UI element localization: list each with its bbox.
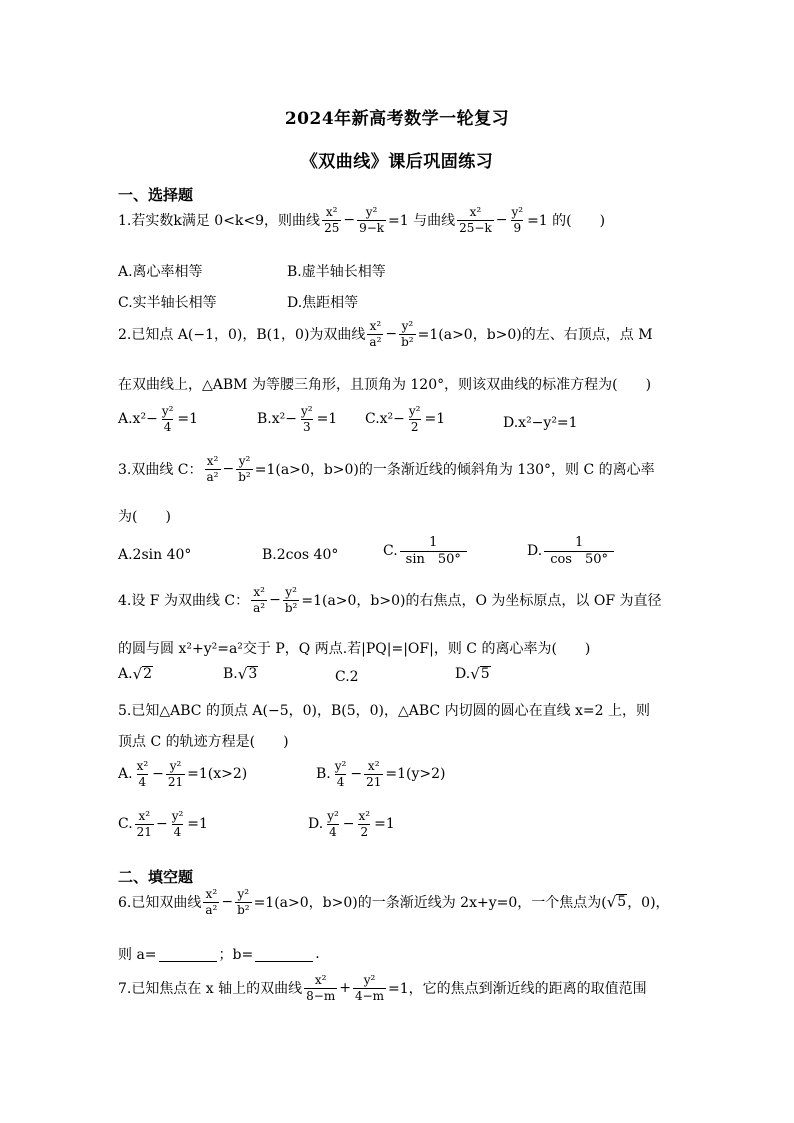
q4-option-d: D. √ 5 — [455, 665, 490, 684]
q5-option-b: B. $\frac{\text{y²}}{4}$ − $\frac{\text{x²}}{21}$ =1(y>2) — [316, 759, 446, 789]
fraction: $\frac{\text{y²}}{21}$ — [167, 759, 184, 789]
question-3: 3.双曲线 C： $\frac{\text{x²}}{\text{a²}}$ − $\frac{\text{y²}}{\text{b²}}$ =1(a>0，b>0)的一条渐近线的倾斜角为 130°，则 C 的离心率 — [118, 454, 655, 484]
fraction: $\frac{\text{y²}}{\text{b²}}$ — [237, 887, 250, 917]
q2-option-d: D.x²−y²=1 — [503, 415, 578, 431]
fraction: $\frac{\text{y²}}{9}$ — [511, 205, 524, 235]
fraction: $\frac{\text{x²}}{25}$ — [324, 205, 340, 235]
fraction: $\frac{\text{y²}}{2}$ — [408, 404, 421, 434]
q3-option-d: D. $\frac{1}{\cos 50^\circ}$ — [527, 536, 616, 566]
q5-option-a: A. $\frac{\text{x²}}{4}$ − $\frac{\text{y²}}{21}$ =1(x>2) — [118, 759, 248, 789]
q2-option-a: A.x²− $\frac{\text{y²}}{4}$ =1 — [118, 404, 199, 434]
q5-option-d: D. $\frac{\text{y²}}{4}$ − $\frac{\text{x²}}{2}$ =1 — [308, 809, 395, 839]
sqrt-symbol: √ 3 — [237, 665, 258, 684]
question-3-line-2: 为( ) — [118, 509, 171, 525]
fraction: $\frac{\text{x²}}{4}$ — [136, 759, 149, 789]
fraction: $\frac{\text{y²}}{9-k}$ — [359, 205, 385, 235]
q4-option-a: A. √ 2 — [118, 665, 153, 684]
q4-option-b: B. √ 3 — [223, 665, 258, 684]
fraction: $\frac{\text{x²}}{2}$ — [358, 809, 371, 839]
fraction: $\frac{\text{x²}}{21}$ — [366, 759, 382, 789]
section-heading-fill: 二、填空题 — [118, 868, 194, 886]
q2-option-c: C.x²− $\frac{\text{y²}}{2}$ =1 — [365, 404, 446, 434]
fraction: $\frac{\text{y²}}{4}$ — [327, 809, 339, 839]
sqrt-symbol: √ 5 — [470, 665, 490, 684]
fraction: $\frac{\text{x²}}{21}$ — [136, 809, 152, 839]
fraction: $\frac{1}{\sin 50^\circ}$ — [400, 536, 467, 566]
fraction: $\frac{\text{y²}}{\text{b²}}$ — [238, 454, 251, 484]
fraction: $\frac{\text{x²}}{\text{a²}}$ — [205, 887, 218, 917]
q3-option-a: A.2sin 40° — [118, 547, 192, 563]
question-7: 7.已知焦点在 x 轴上的双曲线 $\frac{\text{x²}}{8-m}$ + $\frac{\text{y²}}{4-m}$ =1，它的焦点到渐近线的距离的取值范围 — [118, 973, 647, 1003]
fraction: $\frac{\text{x²}}{\text{a²}}$ — [253, 585, 266, 615]
fraction: $\frac{\text{y²}}{\text{b²}}$ — [284, 585, 298, 615]
q1-option-b: B.虚半轴长相等 — [287, 264, 386, 280]
sqrt-symbol: √ 5 — [606, 893, 627, 912]
q5-option-c: C. $\frac{\text{x²}}{21}$ − $\frac{\text{y²}}{4}$ =1 — [118, 809, 208, 839]
question-2-line-2: 在双曲线上，△ABM 为等腰三角形，且顶角为 120°，则该双曲线的标准方程为( ) — [118, 377, 652, 393]
question-5-line-2: 顶点 C 的轨迹方程是( ) — [118, 734, 289, 750]
fraction: $\frac{\text{x²}}{8-m}$ — [306, 973, 336, 1003]
answer-blank-b[interactable] — [255, 947, 313, 962]
document-subtitle: 《双曲线》课后巩固练习 — [300, 152, 494, 172]
fraction: $\frac{1}{\cos 50^\circ}$ — [544, 536, 614, 566]
fraction: $\frac{\text{y²}}{\text{b²}}$ — [401, 319, 414, 349]
question-6-line-2: 则 a= ；b= . — [118, 946, 320, 963]
fraction: $\frac{\text{y²}}{4-m}$ — [354, 973, 385, 1003]
fraction: $\frac{\text{y²}}{3}$ — [300, 404, 313, 434]
fraction: $\frac{\text{x²}}{\text{a²}}$ — [206, 454, 219, 484]
answer-blank-a[interactable] — [159, 947, 217, 962]
section-heading-choice: 一、选择题 — [118, 186, 194, 204]
q1-option-d: D.焦距相等 — [287, 295, 359, 311]
question-2: 2.已知点 A(−1，0)，B(1，0)为双曲线 $\frac{\text{x²}}{\text{a²}}$ − $\frac{\text{y²}}{\text{b²}}$ =1(a>0，b>0)的左、右顶点，点 M — [118, 319, 653, 349]
question-4: 4.设 F 为双曲线 C： $\frac{\text{x²}}{\text{a²}}$ − $\frac{\text{y²}}{\text{b²}}$ =1(a>0，b>0)的右焦点，O 为坐标原点，以 OF 为直径 — [118, 585, 662, 615]
q3-option-b: B.2cos 40° — [262, 547, 339, 563]
fraction: $\frac{\text{x²}}{\text{a²}}$ — [369, 319, 382, 349]
question-5: 5.已知△ABC 的顶点 A(−5，0)，B(5，0)，△ABC 内切圆的圆心在直线 x=2 上，则 — [118, 703, 651, 719]
fraction: $\frac{\text{y²}}{4}$ — [334, 759, 347, 789]
question-6: 6.已知双曲线 $\frac{\text{x²}}{\text{a²}}$ − $\frac{\text{y²}}{\text{b²}}$ =1(a>0，b>0)的一条渐近线为 2x+y=0，一个焦点为( √ 5 ，0)， — [118, 887, 670, 917]
fraction: $\frac{\text{y²}}{4}$ — [161, 404, 174, 434]
question-4-line-2: 的圆与圆 x²+y²=a²交于 P，Q 两点.若|PQ|=|OF|，则 C 的离心率为( ) — [118, 641, 591, 657]
q2-option-b: B.x²− $\frac{\text{y²}}{3}$ =1 — [257, 404, 338, 434]
q1-option-c: C.实半轴长相等 — [118, 295, 217, 311]
q4-option-c: C.2 — [335, 669, 359, 685]
document-title: 2024年新高考数学一轮复习 — [284, 109, 510, 129]
q3-option-c: C. $\frac{1}{\sin 50^\circ}$ — [383, 536, 469, 566]
fraction: $\frac{\text{y²}}{4}$ — [171, 809, 184, 839]
q1-option-a: A.离心率相等 — [118, 264, 203, 280]
sqrt-symbol: √ 2 — [132, 665, 153, 684]
fraction: $\frac{\text{x²}}{25-k}$ — [459, 205, 492, 235]
question-1: 1.若实数k满足 0<k<9，则曲线 $\frac{\text{x²}}{25}$ − $\frac{\text{y²}}{9-k}$ =1 与曲线 $\frac{\text{x²}}{25-k}$ − $\frac{\text{y²}}{9}$ =1 的( ) — [118, 205, 606, 235]
